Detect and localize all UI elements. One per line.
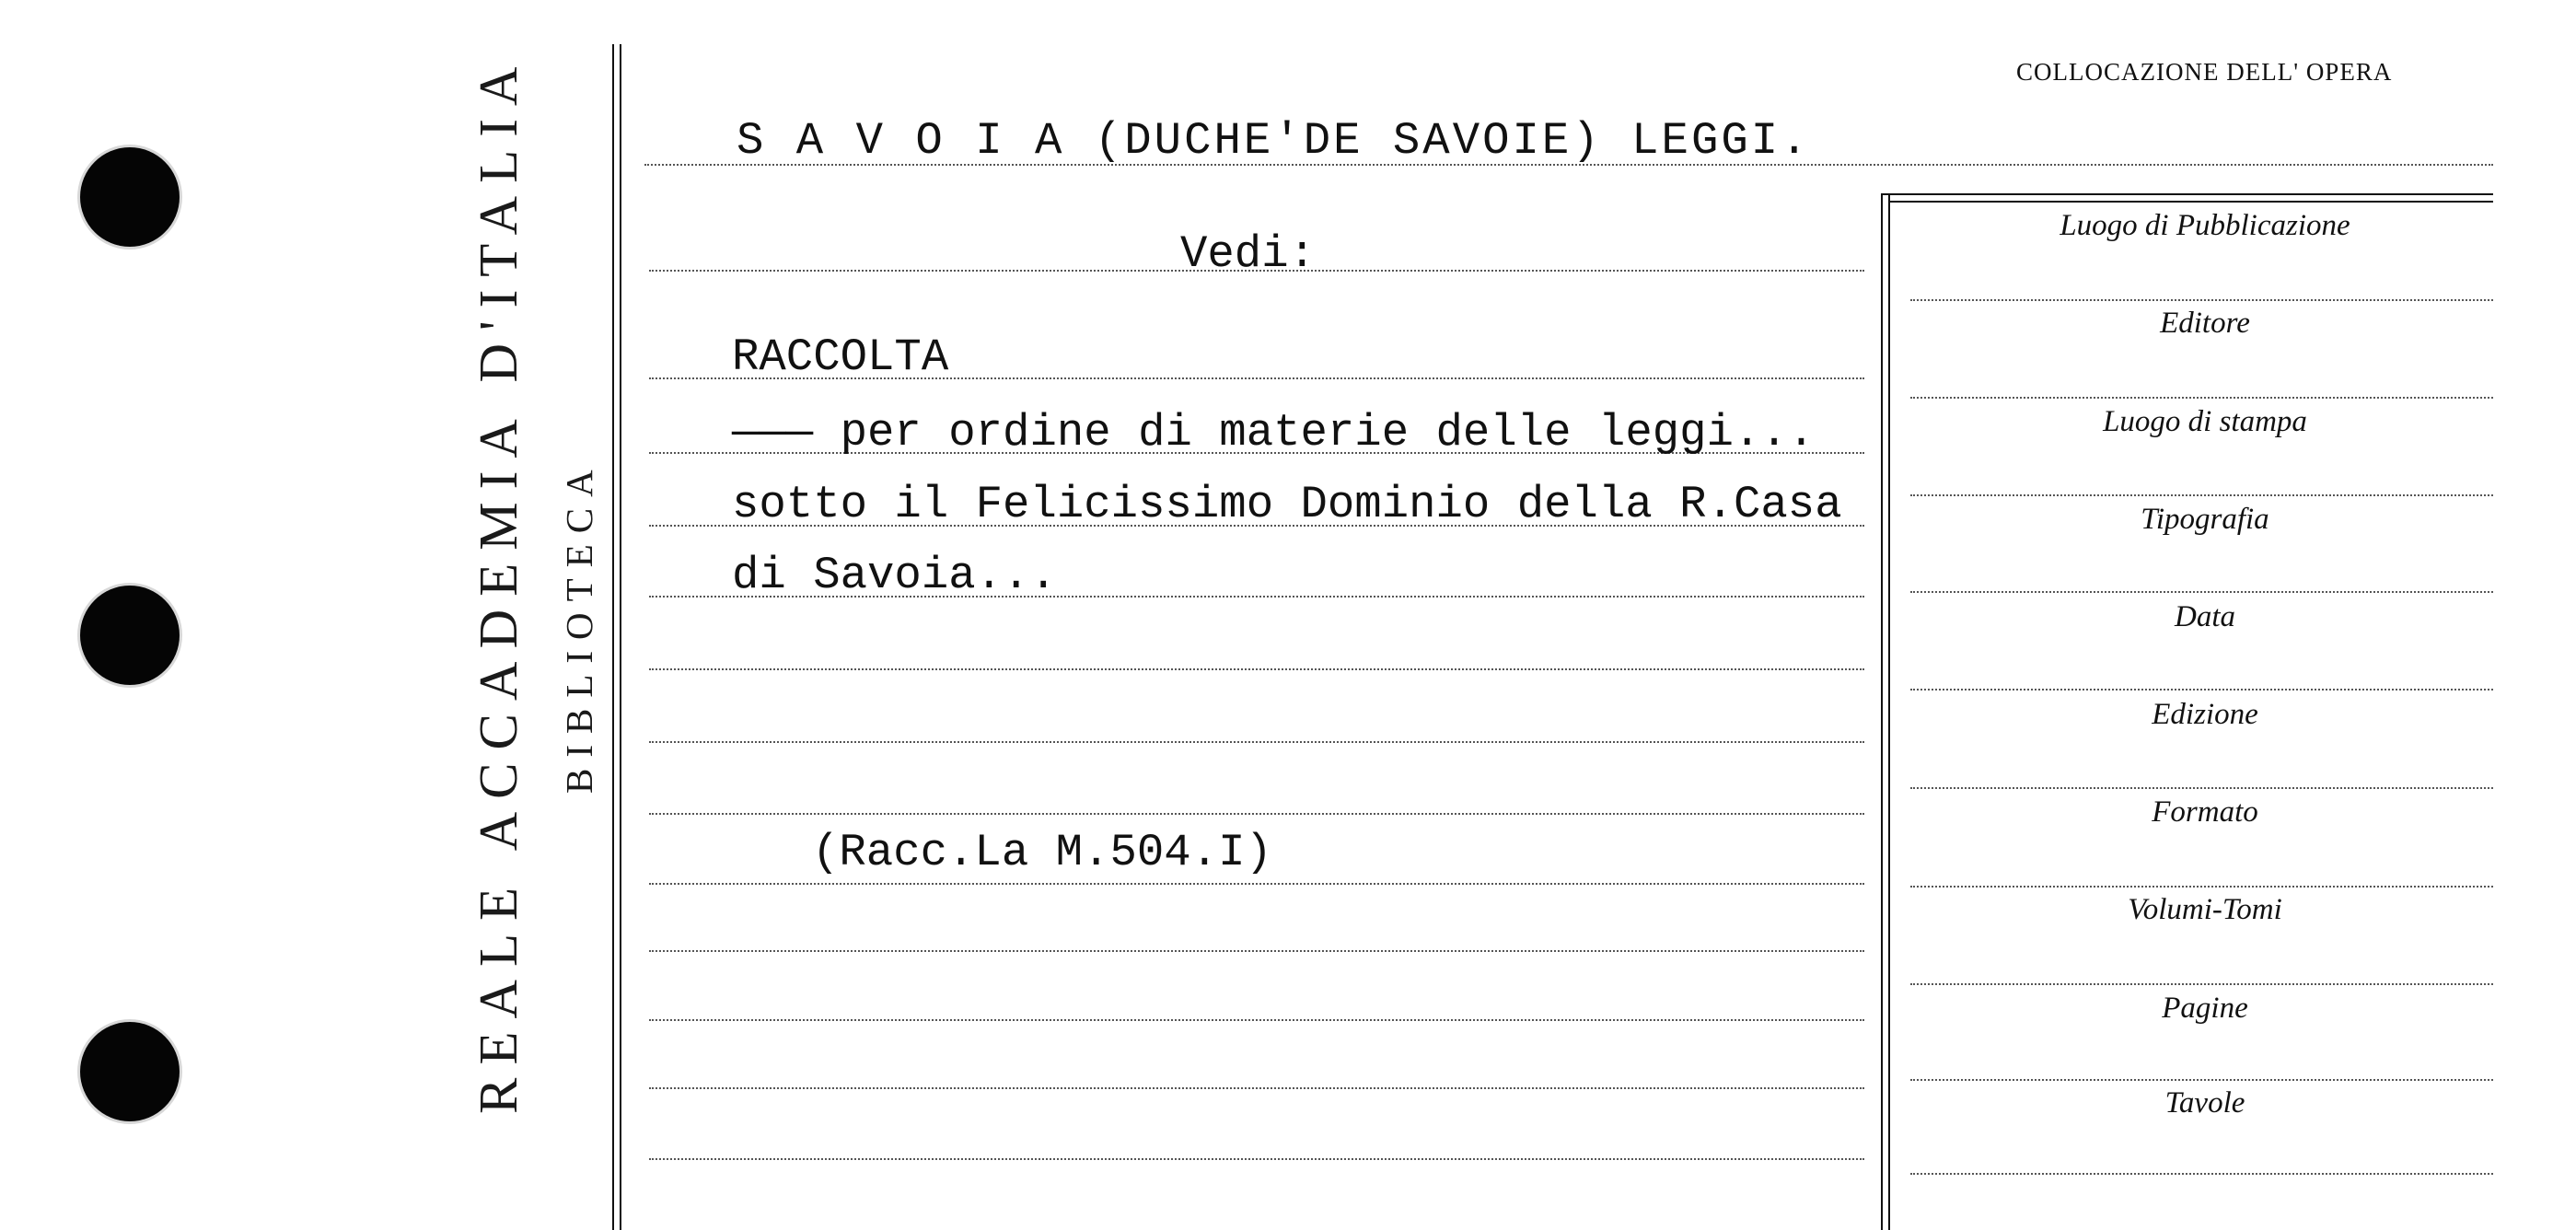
entry-line: sotto il Felicissimo Dominio della R.Casa [732, 479, 1842, 530]
field-publisher: Editore [2160, 307, 2250, 340]
field-plates: Tavole [2164, 1086, 2245, 1120]
shelfmark: (Racc.La M.504.I) [812, 827, 1272, 878]
writing-line [649, 741, 1864, 743]
fields-box-top-rule-inner [1888, 201, 2493, 203]
writing-line [649, 668, 1864, 670]
field-place-of-printing: Luogo di stampa [2103, 405, 2307, 438]
library-label: BIBLIOTECA [558, 458, 600, 794]
field-place-of-publication: Luogo di Pubblicazione [2060, 209, 2350, 242]
writing-line [649, 1158, 1864, 1160]
writing-line [649, 1087, 1864, 1089]
field-volumes: Volumi-Tomi [2128, 893, 2282, 926]
punch-hole-top [80, 147, 180, 247]
field-line [1910, 886, 2493, 888]
entry-heading: S A V O I A (DUCHE'DE SAVOIE) LEGGI. [737, 115, 1811, 167]
collocation-header: COLLOCAZIONE DELL' OPERA [2016, 58, 2393, 86]
field-printer: Tipografia [2141, 503, 2269, 536]
writing-line [649, 950, 1864, 952]
field-date: Data [2175, 600, 2235, 633]
writing-line [649, 1019, 1864, 1021]
fields-box-top-rule [1881, 193, 2493, 195]
field-line [1910, 494, 2493, 496]
entry-line: ——— per ordine di materie delle leggi... [732, 407, 1816, 458]
field-line [1910, 689, 2493, 690]
entry-line: RACCOLTA [732, 331, 949, 383]
field-line [1910, 397, 2493, 399]
entry-line: di Savoia... [732, 550, 1057, 601]
punch-hole-bottom [80, 1022, 180, 1121]
see-reference-label: Vedi: [1180, 228, 1317, 280]
writing-line [649, 883, 1864, 885]
institution-name: REALE ACCADEMIA D'ITALIA [468, 53, 528, 1114]
field-edition: Edizione [2152, 698, 2258, 731]
left-margin-rule-inner [620, 44, 621, 1230]
writing-line [649, 813, 1864, 815]
field-line [1910, 1079, 2493, 1081]
field-pages: Pagine [2162, 992, 2248, 1025]
field-line [1910, 983, 2493, 985]
field-line [1910, 1173, 2493, 1175]
punch-hole-middle [80, 586, 180, 685]
field-line [1910, 299, 2493, 301]
left-margin-rule [612, 44, 614, 1230]
field-format: Formato [2152, 795, 2258, 829]
field-line [1910, 787, 2493, 789]
fields-column-rule [1881, 193, 1883, 1230]
field-line [1910, 591, 2493, 593]
